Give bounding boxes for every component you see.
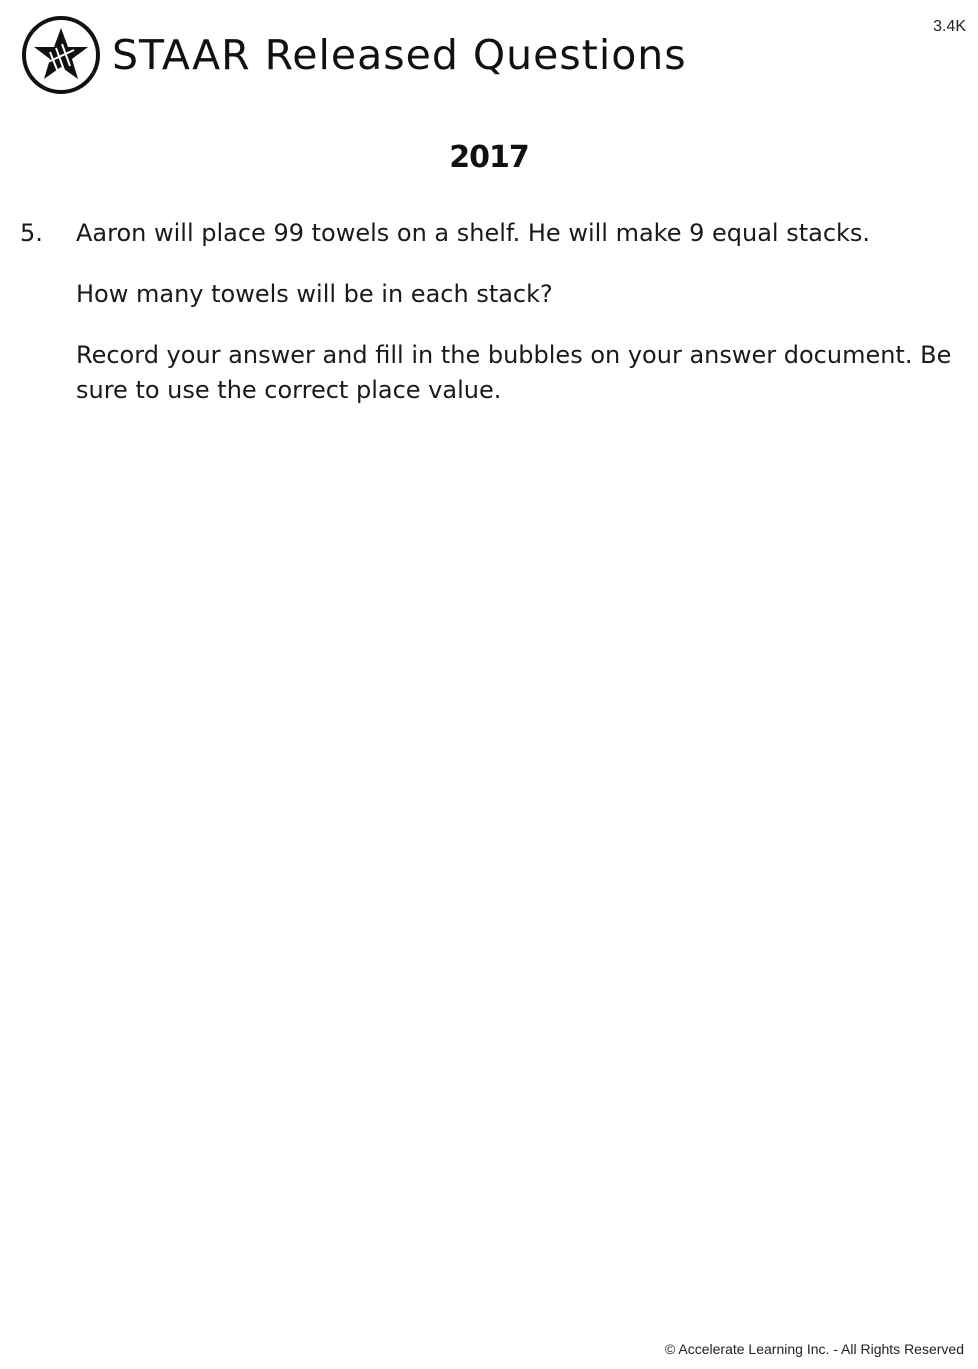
page-title: STAAR Released Questions	[112, 31, 687, 79]
question-instructions: Record your answer and fill in the bubbles on your answer document. Be sure to use the correct place value.	[76, 341, 952, 404]
year-heading: 2017	[449, 140, 529, 175]
question-prompt: How many towels will be in each stack?	[76, 280, 553, 308]
question-body	[76, 216, 960, 408]
question-text: Aaron will place 99 towels on a shelf. He will make 9 equal stacks.	[76, 219, 871, 247]
question-number: 5.	[20, 219, 43, 247]
question-block	[20, 216, 960, 434]
page-header	[20, 14, 687, 96]
copyright-footer: © Accelerate Learning Inc. - All Rights Reserved	[664, 1341, 964, 1357]
standard-code: 3.4K	[933, 18, 966, 35]
star-badge-icon	[20, 14, 102, 96]
